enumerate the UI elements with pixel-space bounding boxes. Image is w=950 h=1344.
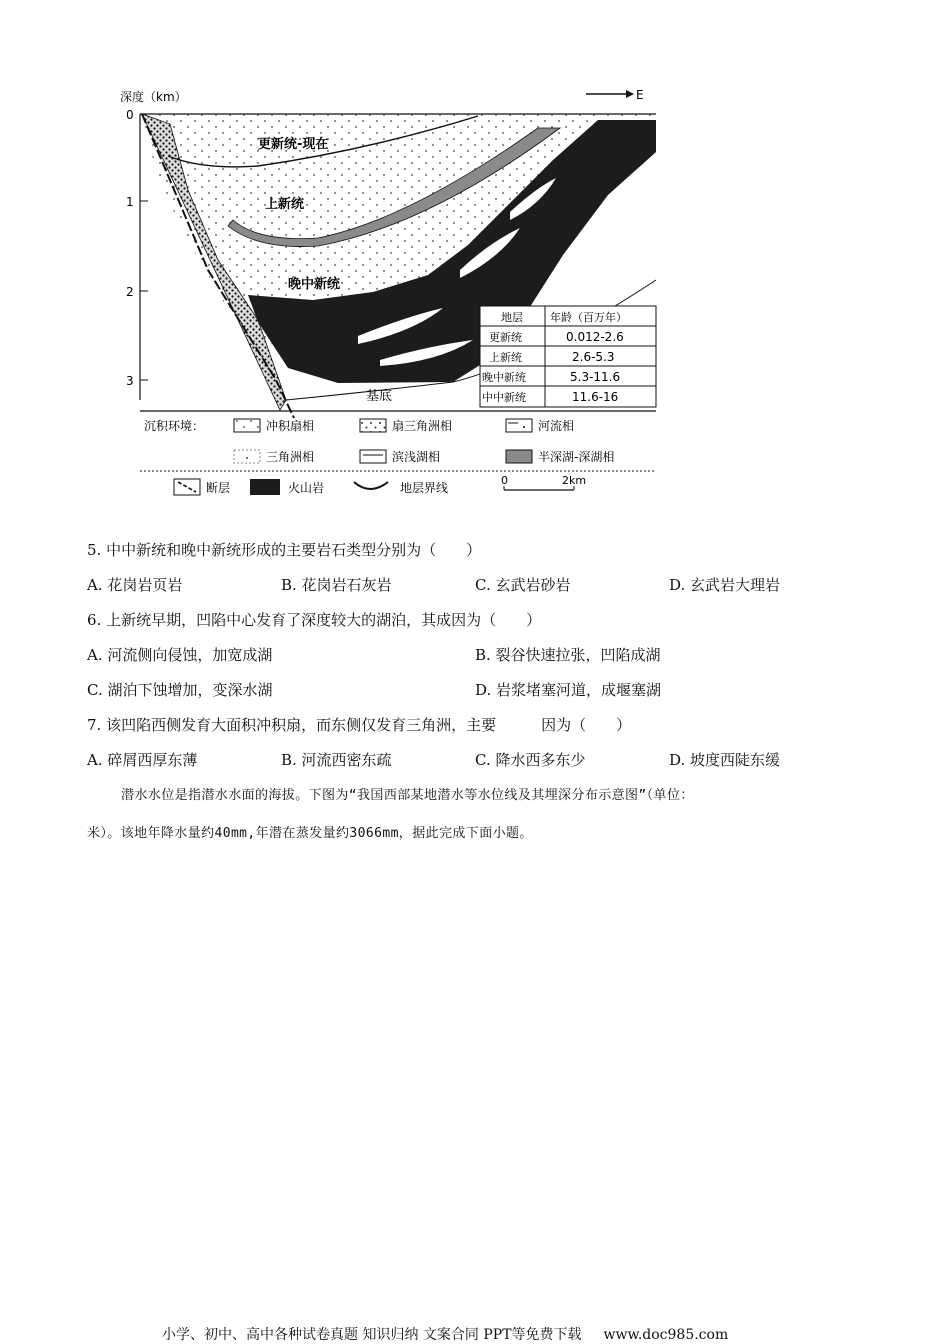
legend-label-fan-delta: 扇三角洲相 <box>392 419 453 433</box>
age-table-cell: 上新统 <box>489 351 522 364</box>
footer-link[interactable]: www.doc985.com <box>603 1327 729 1343</box>
legend-swatch-delta-dot <box>246 457 248 459</box>
direction-arrow-head <box>626 90 634 98</box>
cross-section-svg <box>108 70 660 510</box>
question-6-option-a: A. 河流侧向侵蚀，加宽成湖 <box>87 646 273 664</box>
stratum-label-pleistocene: 更新统-现在 <box>258 137 329 152</box>
depth-tick-label-1: 1 <box>126 195 134 209</box>
legend-swatch-fluvial <box>506 419 532 432</box>
age-table-cell: 中中新统 <box>482 391 526 404</box>
depth-tick-label-2: 2 <box>126 285 134 299</box>
legend-label-alluvial-fan: 冲积扇相 <box>266 419 315 433</box>
question-5-option-d: D. 玄武岩大理岩 <box>669 576 781 594</box>
age-table-cell: 更新统 <box>489 331 522 344</box>
legend-title: 沉积环境： <box>144 419 205 433</box>
age-table-cell: 11.6-16 <box>572 390 619 404</box>
question-6-stem: 6. 上新统早期，凹陷中心发育了深度较大的湖泊，其成因为（ ） <box>87 611 542 629</box>
age-table-cell: 晚中新统 <box>482 371 526 384</box>
legend-swatch-alluvial-fan <box>234 419 260 432</box>
age-table-cell: 0.012-2.6 <box>566 330 624 344</box>
stratum-label-pliocene: 上新统 <box>265 197 305 212</box>
direction-label: E <box>636 88 644 102</box>
question-7-option-d: D. 坡度西陡东缓 <box>669 751 781 769</box>
legend <box>140 411 656 495</box>
legend-swatch-fault <box>174 479 200 495</box>
footer-text: 小学、初中、高中各种试卷真题 知识归纳 文案合同 PPT等免费下载 <box>162 1327 582 1343</box>
scale-label-end: 2km <box>562 474 587 487</box>
legend-label-shore-lake: 滨浅湖相 <box>392 450 441 464</box>
depth-axis-label: 深度（km） <box>120 90 187 104</box>
legend-swatch-delta <box>234 450 260 463</box>
question-7-option-a: A. 碎屑西厚东薄 <box>87 751 198 769</box>
age-table <box>480 306 656 407</box>
age-table-cell: 5.3-11.6 <box>570 370 621 384</box>
legend-label-delta: 三角洲相 <box>266 450 315 464</box>
paragraph-line-1: 潜水水位是指潜水水面的海拔。下图为“我国西部某地潜水等水位线及其埋深分布示意图”（单位： <box>121 788 694 803</box>
legend-label-volcanic: 火山岩 <box>288 481 325 495</box>
question-6-option-d: D. 岩浆堵塞河道，成堰塞湖 <box>475 681 662 699</box>
question-7-option-b: B. 河流西密东疏 <box>281 751 392 769</box>
legend-swatch-boundary <box>354 482 388 489</box>
age-table-header-age: 年龄（百万年） <box>550 311 627 324</box>
legend-swatch-volcanic <box>250 479 280 495</box>
depth-tick-label-0: 0 <box>126 108 134 122</box>
legend-label-fault: 断层 <box>206 481 231 495</box>
age-table-header-stratum: 地层 <box>501 311 523 324</box>
legend-swatch-deep-lake <box>506 450 532 463</box>
legend-swatch-fan-delta <box>360 419 386 432</box>
question-5-option-a: A. 花岗岩页岩 <box>87 576 183 594</box>
depth-tick-label-3: 3 <box>126 374 134 388</box>
question-6-option-b: B. 裂谷快速拉张，凹陷成湖 <box>475 646 661 664</box>
page-footer <box>162 1324 728 1344</box>
geologic-cross-section <box>108 70 660 510</box>
question-5-option-c: C. 玄武岩砂岩 <box>475 576 571 594</box>
question-5-stem: 5. 中中新统和晚中新统形成的主要岩石类型分别为（ ） <box>87 541 482 559</box>
question-7-stem: 7. 该凹陷西侧发育大面积冲积扇，而东侧仅发育三角洲，主要 因为（ ） <box>87 716 632 734</box>
legend-label-deep-lake: 半深湖-深湖相 <box>538 450 615 464</box>
question-5-option-b: B. 花岗岩石灰岩 <box>281 576 392 594</box>
paragraph-line-2: 米）。该地年降水量约40mm,年潜在蒸发量约3066mm，据此完成下面小题。 <box>87 826 533 841</box>
legend-swatch-shore-lake <box>360 450 386 463</box>
stratum-label-basement: 基底 <box>366 389 393 404</box>
scale-label-start: 0 <box>501 474 508 487</box>
question-6-option-c: C. 湖泊下蚀增加，变深水湖 <box>87 681 273 699</box>
question-7-option-c: C. 降水西多东少 <box>475 751 586 769</box>
legend-swatch-fluvial-dot <box>523 426 525 428</box>
stratum-label-late-miocene: 晚中新统 <box>288 277 341 292</box>
legend-label-boundary: 地层界线 <box>400 481 449 495</box>
legend-label-fluvial: 河流相 <box>538 419 575 433</box>
age-table-cell: 2.6-5.3 <box>572 350 615 364</box>
